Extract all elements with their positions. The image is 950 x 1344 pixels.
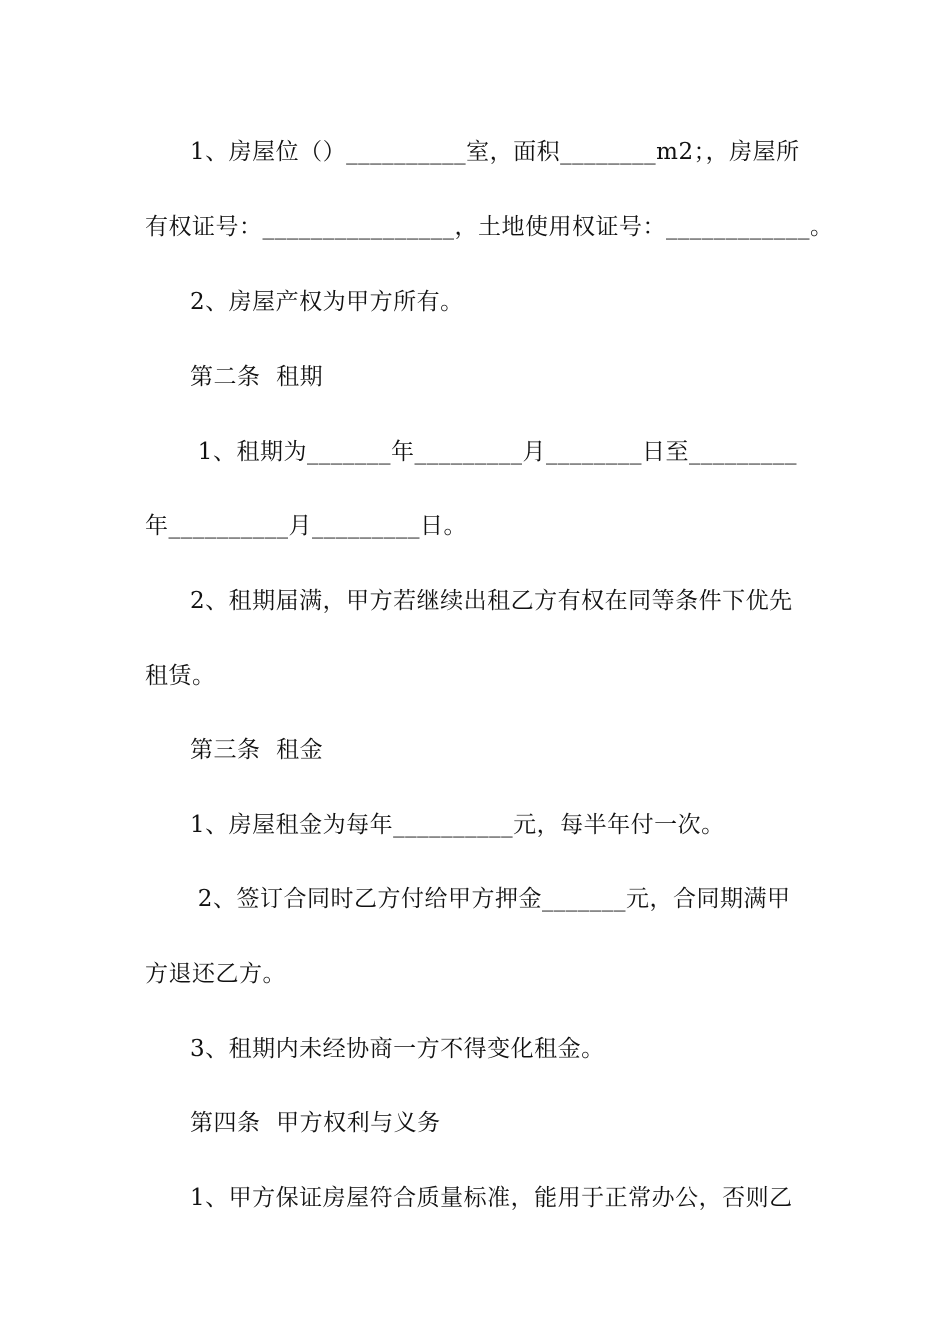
clause-1-line-1: 1、房屋位（）__________室，面积________m2；，房屋所	[190, 139, 800, 165]
term-clause-1-line-2: 年__________月_________日。	[145, 513, 467, 539]
rent-clause-2-line-1: 2、签订合同时乙方付给甲方押金_______元，合同期满甲	[190, 886, 791, 912]
clause-2-line: 2、房屋产权为甲方所有。	[190, 289, 464, 315]
term-clause-1-line-1: 1、租期为_______年_________月________日至_________	[190, 439, 797, 465]
rent-clause-2-line-2: 方退还乙方。	[145, 961, 286, 987]
clause-1-line-2: 有权证号：________________，土地使用权证号：____________。	[145, 214, 834, 240]
party-a-clause-1-line: 1、甲方保证房屋符合质量标准，能用于正常办公，否则乙	[190, 1185, 793, 1211]
article-2-heading: 第二条 租期	[190, 364, 324, 390]
article-4-heading: 第四条 甲方权利与义务	[190, 1110, 441, 1136]
term-clause-2-line-1: 2、租期届满，甲方若继续出租乙方有权在同等条件下优先	[190, 588, 793, 614]
rent-clause-1-line: 1、房屋租金为每年__________元，每半年付一次。	[190, 812, 725, 838]
article-3-heading: 第三条 租金	[190, 737, 324, 763]
rent-clause-3-line: 3、租期内未经协商一方不得变化租金。	[190, 1036, 605, 1062]
term-clause-2-line-2: 租赁。	[145, 663, 216, 689]
